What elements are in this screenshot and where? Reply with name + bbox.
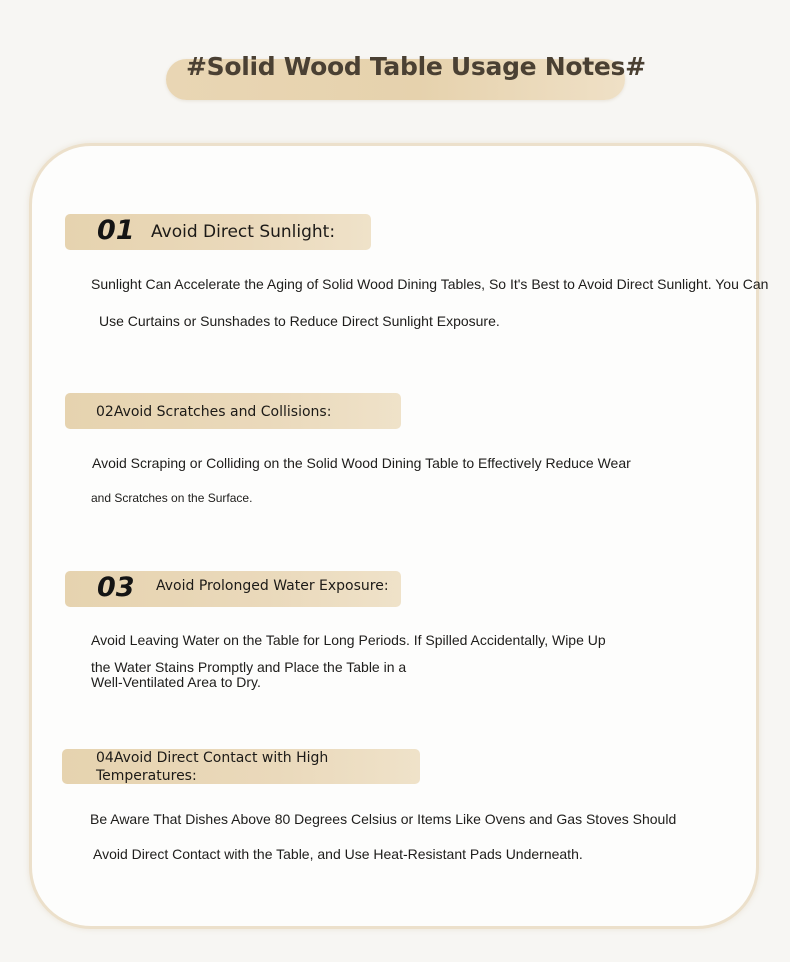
- section-3-text-line-2: the Water Stains Promptly and Place the Table in a: [91, 659, 407, 675]
- section-4-text-line-2: Avoid Direct Contact with the Table, and Use Heat-Resistant Pads Underneath.: [93, 846, 583, 862]
- section-2-text-line-1: Avoid Scraping or Colliding on the Solid Wood Dining Table to Effectively Reduce Wear: [92, 455, 631, 471]
- section-1-number: 01: [97, 215, 135, 246]
- section-1-text-line-2: Use Curtains or Sunshades to Reduce Direct Sunlight Exposure.: [99, 313, 500, 329]
- section-2-text-line-2: and Scratches on the Surface.: [91, 491, 253, 505]
- section-4-text-line-1: Be Aware That Dishes Above 80 Degrees Celsius or Items Like Ovens and Gas Stoves Should: [90, 811, 677, 827]
- section-1-heading: Avoid Direct Sunlight:: [151, 222, 336, 242]
- page-title: #Solid Wood Table Usage Notes#: [186, 52, 646, 81]
- section-2-heading: 02Avoid Scratches and Collisions:: [96, 404, 332, 420]
- section-3-number: 03: [97, 572, 135, 603]
- section-1-text-line-1: Sunlight Can Accelerate the Aging of Solid Wood Dining Tables, So It's Best to Avoid Direct Sunlight. You Can: [91, 276, 769, 292]
- section-3-text-line-1: Avoid Leaving Water on the Table for Long Periods. If Spilled Accidentally, Wipe Up: [91, 632, 606, 648]
- section-4-heading-line-2: Temperatures:: [96, 768, 197, 784]
- section-4-heading-line-1: 04Avoid Direct Contact with High: [96, 750, 329, 766]
- section-3-heading: Avoid Prolonged Water Exposure:: [156, 578, 389, 594]
- section-3-text-line-3: Well-Ventilated Area to Dry.: [91, 674, 261, 690]
